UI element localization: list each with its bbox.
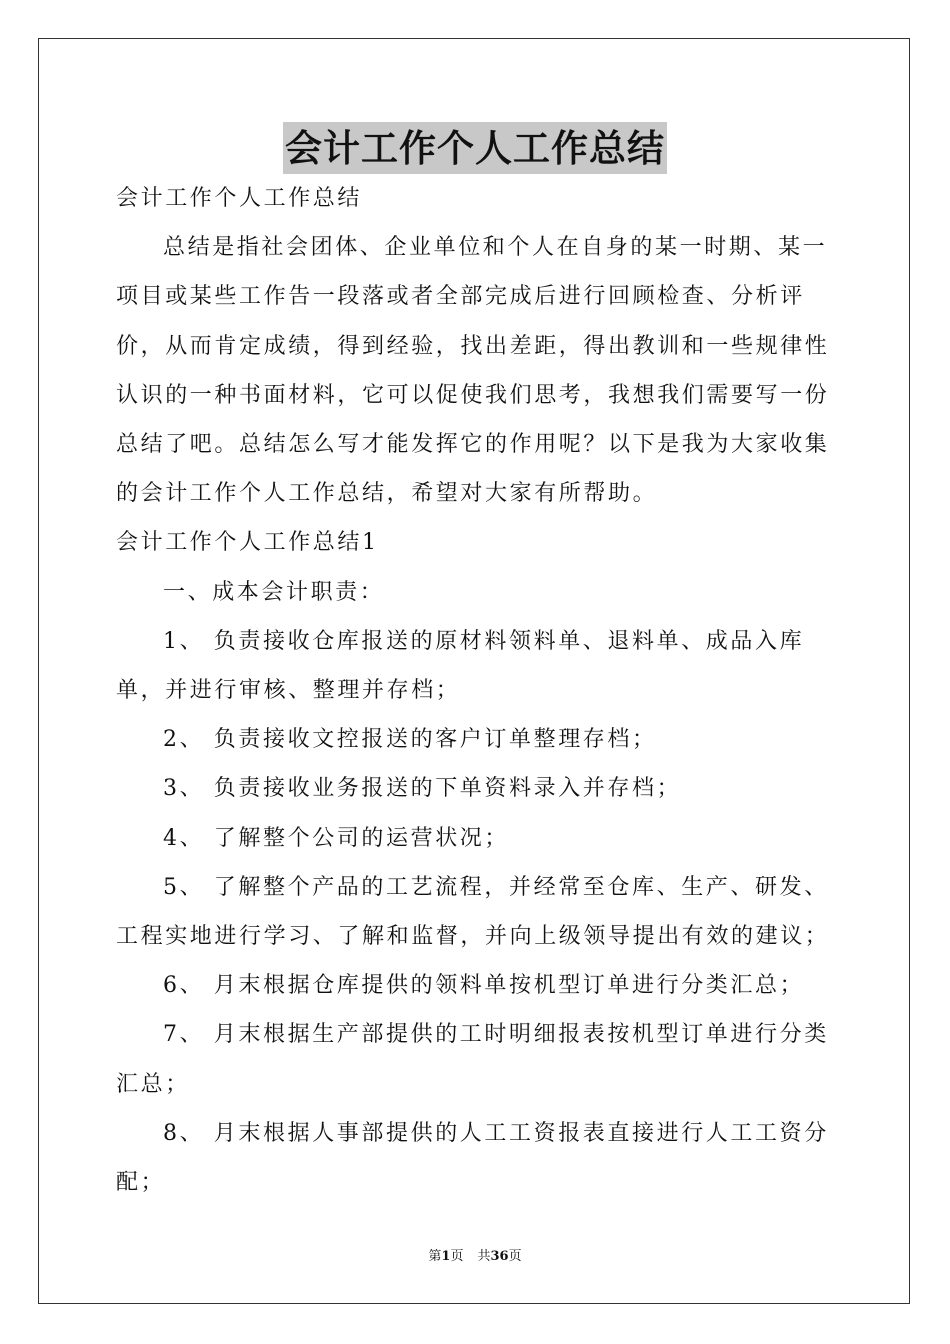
section-heading: 会计工作个人工作总结1 (116, 530, 379, 556)
list-item: 4、 了解整个公司的运营状况； (163, 825, 509, 851)
page-label-suffix: 页 (450, 1249, 464, 1264)
total-suffix: 页 (508, 1249, 522, 1264)
total-pages: 36 (490, 1249, 509, 1264)
document-title: 会计工作个人工作总结 (283, 122, 667, 174)
document-subtitle: 会计工作个人工作总结 (116, 186, 363, 211)
list-item: 6、 月末根据仓库提供的领料单按机型订单进行分类汇总； (163, 973, 805, 999)
page-label-prefix: 第 (428, 1249, 442, 1264)
list-item: 3、 负责接收业务报送的下单资料录入并存档； (163, 776, 682, 802)
list-item: 5、 了解整个产品的工艺流程，并经常至仓库、生产、研发、工程实地进行学习、了解和监督，并向上级领导提出有效的建议； (116, 874, 830, 950)
total-prefix: 共 (477, 1249, 491, 1264)
document-body (116, 174, 836, 1207)
page-footer (0, 1245, 950, 1264)
list-item: 2、 负责接收文控报送的客户订单整理存档； (163, 727, 657, 753)
section-subheading: 一、成本会计职责： (163, 579, 385, 605)
title-wrap (0, 122, 950, 174)
page-number: 1 (441, 1249, 451, 1264)
intro-paragraph: 总结是指社会团体、企业单位和个人在自身的某一时期、某一项目或某些工作告一段落或者全部完成后进行回顾检查、分析评价，从而肯定成绩，得到经验，找出差距，得出教训和一些规律性认识的一种书面材料，它可以促使我们思考，我想我们需要写一份总结了吧。总结怎么写才能发挥它的作用呢？以下是我为大家收集的会计工作个人工作总结，希望对大家有所帮助。 (116, 235, 830, 507)
list-item: 1、 负责接收仓库报送的原材料领料单、退料单、成品入库单，并进行审核、整理并存档； (116, 628, 805, 704)
list-item: 8、 月末根据人事部提供的人工工资报表直接进行人工工资分配； (116, 1120, 829, 1196)
list-item: 7、 月末根据生产部提供的工时明细报表按机型订单进行分类汇总； (116, 1022, 829, 1097)
